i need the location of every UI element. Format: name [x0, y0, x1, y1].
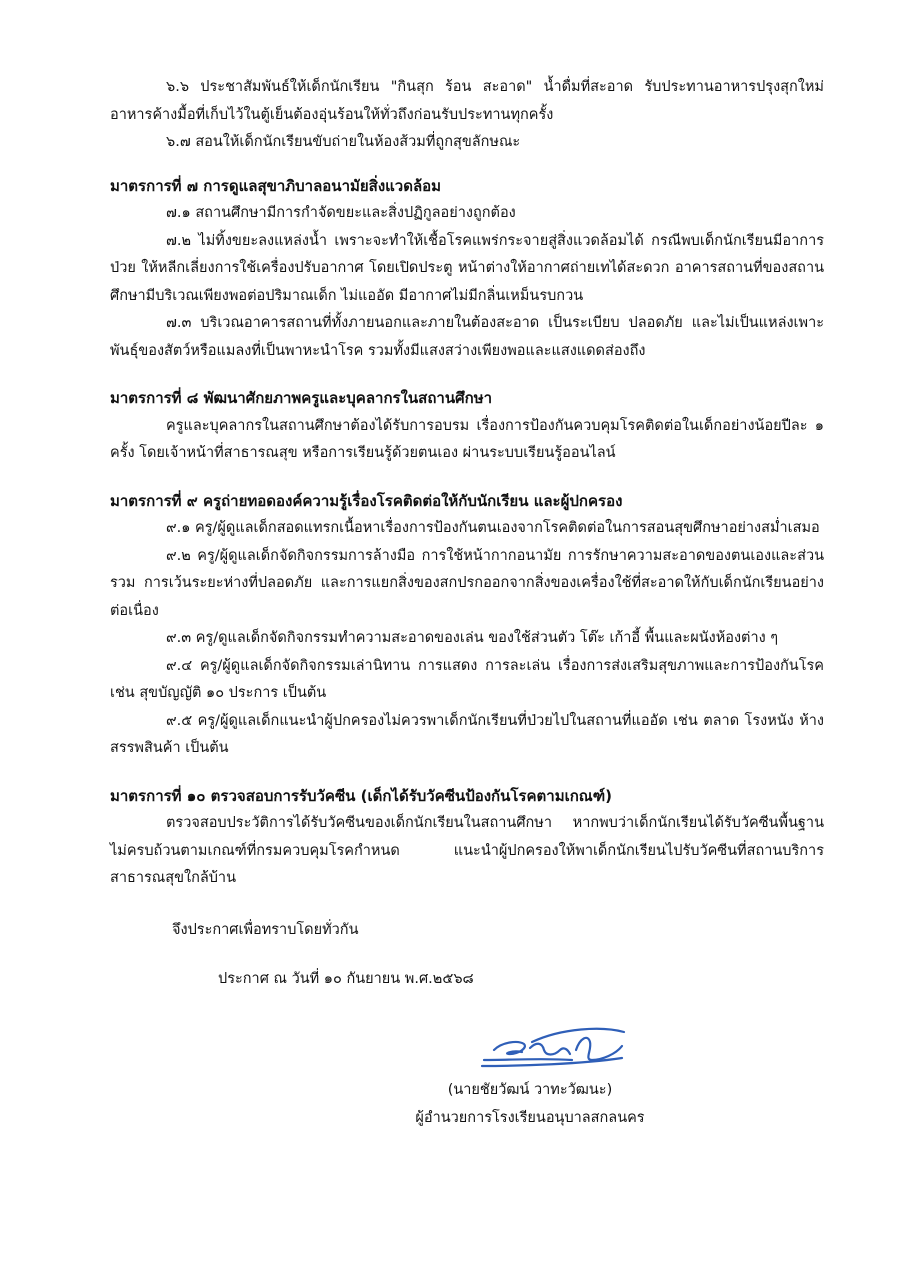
measure-7-heading: มาตรการที่ ๗ การดูแลสุขาภิบาลอนามัยสิ่งแวดล้อม — [110, 176, 442, 195]
closing-statement: จึงประกาศเพื่อทราบโดยทั่วกัน — [172, 921, 359, 938]
item-6-6: ๖.๖ ประชาสัมพันธ์ให้เด็กนักเรียน "กินสุก ร้อน สะอาด" น้ำดื่มที่สะอาด รับประทานอาหารปรุงสุกใหม่ อาหารค้างมื้อที่เก็บไว้ในตู้เย็นต้องอุ่นร้อนให้ทั่วถึงก่อนรับประทานทุกครั้ง — [110, 79, 824, 123]
measure-10-body: ตรวจสอบประวัติการได้รับวัคซีนของเด็กนักเรียนในสถานศึกษา หากพบว่าเด็กนักเรียนได้รับวัคซีนพื้นฐานไม่ครบถ้วนตามเกณฑ์ที่กรมควบคุมโรคกำหนด แนะนำผู้ปกครองให้พาเด็กนักเรียนไปรับวัคซีนที่สถานบริการสาธารณสุขใกล้บ้าน — [110, 815, 824, 886]
signature-strokes — [482, 1029, 624, 1066]
item-7-3: ๗.๓ บริเวณอาคารสถานที่ทั้งภายนอกและภายในต้องสะอาด เป็นระเบียบ ปลอดภัย และไม่เป็นแหล่งเพาะพันธุ์ของสัตว์หรือแมลงที่เป็นพาหะนำโรค รวมทั้งมีแสงสว่างเพียงพอและแสงแดดส่องถึง — [110, 315, 824, 359]
item-7-2: ๗.๒ ไม่ทิ้งขยะลงแหล่งน้ำ เพราะจะทำให้เชื้อโรคแพร่กระจายสู่สิ่งแวดล้อมได้ กรณีพบเด็กนักเรียนมีอาการป่วย ให้หลีกเลี่ยงการใช้เครื่องปรับอากาศ โดยเปิดประตู หน้าต่างให้อากาศถ่ายเทได้สะดวก อาคารสถานที่ของสถานศึกษามีบริเวณเพียงพอต่อปริมาณเด็ก ไม่แออัด มีอากาศไม่มีกลิ่นเหม็นรบกวน — [110, 232, 824, 304]
item-9-3: ๙.๓ ครู/ดูแลเด็กจัดกิจกรรมทำความสะอาดของเล่น ของใช้ส่วนตัว โต๊ะ เก้าอี้ พื้นและผนังห้องต่าง ๆ — [166, 630, 779, 646]
signature-image — [472, 1020, 632, 1076]
item-9-5: ๙.๕ ครู/ผู้ดูแลเด็กแนะนำผู้ปกครองไม่ควรพาเด็กนักเรียนที่ป่วยไปในสถานที่แออัด เช่น ตลาด โรงหนัง ห้างสรรพสินค้า เป็นต้น — [110, 712, 824, 756]
measure-10-heading: มาตรการที่ ๑๐ ตรวจสอบการรับวัคซีน (เด็กได้รับวัคซีนป้องกันโรคตามเกณฑ์) — [110, 786, 613, 805]
signer-block — [380, 1076, 680, 1132]
measure-8-body: ครูและบุคลากรในสถานศึกษาต้องได้รับการอบรม เรื่องการป้องกันควบคุมโรคติดต่อในเด็กอย่างน้อยปีละ ๑ ครั้ง โดยเจ้าหน้าที่สาธารณสุข หรือการเรียนรู้ด้วยตนเอง ผ่านระบบเรียนรู้ออนไลน์ — [110, 417, 824, 461]
item-6-7: ๖.๗ สอนให้เด็กนักเรียนขับถ่ายในห้องส้วมที่ถูกสุขลักษณะ — [166, 134, 521, 150]
item-7-1: ๗.๑ สถานศึกษามีการกำจัดขยะและสิ่งปฏิกูลอย่างถูกต้อง — [166, 205, 516, 221]
announcement-date: ประกาศ ณ วันที่ ๑๐ กันยายน พ.ศ.๒๕๖๘ — [218, 971, 474, 987]
measure-9-heading: มาตรการที่ ๙ ครูถ่ายทอดองค์ความรู้เรื่องโรคติดต่อให้กับนักเรียน และผู้ปกครอง — [110, 491, 623, 510]
signer-position: ผู้อำนวยการโรงเรียนอนุบาลสกลนคร — [415, 1110, 645, 1126]
item-9-4: ๙.๔ ครู/ผู้ดูแลเด็กจัดกิจกรรมเล่านิทาน การแสดง การละเล่น เรื่องการส่งเสริมสุขภาพและการป้องกันโรค เช่น สุขบัญญัติ ๑๐ ประการ เป็นต้น — [110, 657, 824, 701]
document-body — [110, 74, 824, 994]
item-9-1: ๙.๑ ครู/ผู้ดูแลเด็กสอดแทรกเนื้อหาเรื่องการป้องกันตนเองจากโรคติดต่อในการสอนสุขศึกษาอย่างสม่ำเสมอ — [166, 520, 820, 536]
item-9-2: ๙.๒ ครู/ผู้ดูแลเด็กจัดกิจกรรมการล้างมือ การใช้หน้ากากอนามัย การรักษาความสะอาดของตนเองและส่วนรวม การเว้นระยะห่างที่ปลอดภัย และการแยกสิ่งของสกปรกออกจากสิ่งของเครื่องใช้ที่สะอาดให้กับเด็กนักเรียนอย่างต่อเนื่อง — [110, 547, 824, 619]
signer-name: (นายชัยวัฒน์ วาทะวัฒนะ) — [447, 1082, 613, 1098]
measure-8-heading: มาตรการที่ ๘ พัฒนาศักยภาพครูและบุคลากรในสถานศึกษา — [110, 389, 493, 407]
